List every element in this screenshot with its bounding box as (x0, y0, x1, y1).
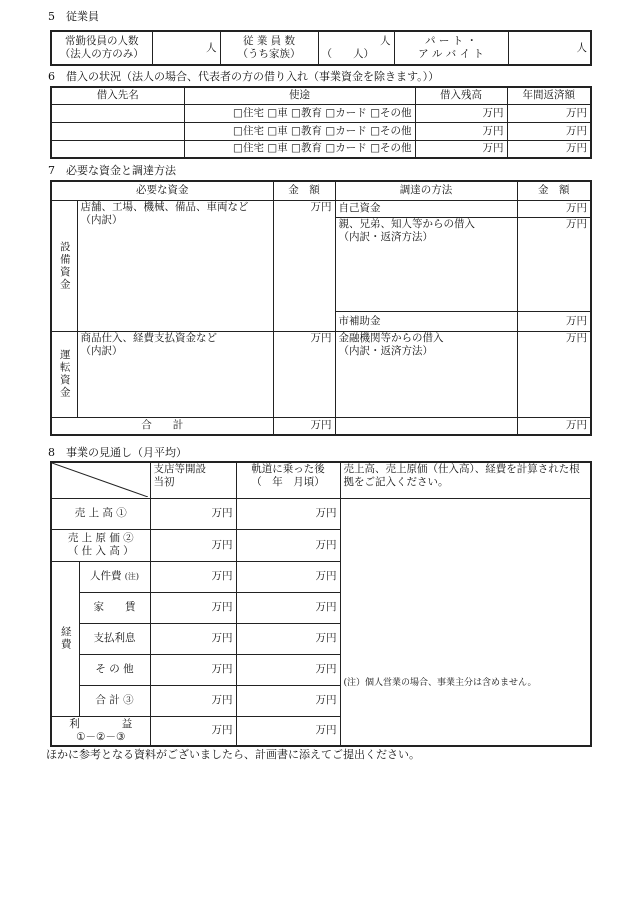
bank-loan-field[interactable]: 金融機関等からの借入 （内訳・返済方法） (335, 331, 517, 417)
borrow-row (51, 122, 591, 140)
expenses-label: 経費 (51, 561, 79, 716)
employees-table (50, 30, 592, 66)
subtotal-opening-field[interactable]: 万円 (150, 685, 236, 716)
lender-field[interactable] (51, 104, 184, 122)
other-opening-field[interactable]: 万円 (150, 654, 236, 685)
method-total-amount[interactable]: 万円 (517, 417, 591, 435)
personnel-stable-field[interactable]: 万円 (236, 561, 340, 592)
other-stable-field[interactable]: 万円 (236, 654, 340, 685)
cost-opening-field[interactable]: 万円 (150, 529, 236, 561)
section5-heading: 5 従業員 (48, 10, 99, 23)
funds-header-amount: 金 額 (273, 181, 335, 200)
officer-count-field[interactable]: 人 (152, 31, 220, 65)
rent-opening-field[interactable]: 万円 (150, 592, 236, 623)
rent-stable-field[interactable]: 万円 (236, 592, 340, 623)
funds-header-need: 必要な資金 (51, 181, 273, 200)
employee-count-field[interactable]: 人 （ 人） (318, 31, 394, 65)
equipment-funds-label: 設備資金 (51, 200, 77, 331)
operating-amount-field[interactable]: 万円 (273, 331, 335, 417)
borrow-header-lender: 借入先名 (51, 87, 184, 104)
outlook-corner (51, 462, 150, 498)
interest-stable-field[interactable]: 万円 (236, 623, 340, 654)
borrowing-table (50, 86, 592, 159)
operating-funds-label: 運転資金 (51, 331, 77, 417)
balance-field[interactable]: 万円 (415, 122, 507, 140)
family-loan-amount[interactable]: 万円 (517, 217, 591, 311)
outlook-header-opening: 支店等開設 当初 (150, 462, 236, 498)
sales-opening-field[interactable]: 万円 (150, 498, 236, 529)
borrow-header-balance: 借入残高 (415, 87, 507, 104)
footer-note: ほかに参考となる資料がございましたら、計画書に添えてご提出ください。 (46, 748, 420, 761)
profit-label: 利 益 ①－②－③ (51, 716, 150, 746)
borrow-header-purpose: 使途 (184, 87, 415, 104)
balance-field[interactable]: 万円 (415, 140, 507, 158)
borrow-row (51, 140, 591, 158)
profit-opening-field[interactable]: 万円 (150, 716, 236, 746)
interest-label: 支払利息 (79, 623, 150, 654)
outlook-table (50, 461, 592, 747)
method-total-blank (335, 417, 517, 435)
basis-field[interactable] (340, 498, 591, 746)
personnel-label: 人件費 (注) (79, 561, 150, 592)
interest-opening-field[interactable]: 万円 (150, 623, 236, 654)
funds-header-method: 調達の方法 (335, 181, 517, 200)
outlook-header-basis: 売上高、売上原価（仕入高）、経費を計算された根拠をご記入ください。 (340, 462, 591, 498)
annual-repayment-field[interactable]: 万円 (507, 104, 591, 122)
operating-funds-field[interactable]: 商品仕入、経費支払資金など （内訳） (77, 331, 273, 417)
cost-stable-field[interactable]: 万円 (236, 529, 340, 561)
section6-heading: 6 借入の状況（法人の場合、代表者の方の借り入れ（事業資金を除きます。）） (48, 70, 440, 83)
balance-field[interactable]: 万円 (415, 104, 507, 122)
annual-repayment-field[interactable]: 万円 (507, 140, 591, 158)
funds-header-method-amount: 金 額 (517, 181, 591, 200)
borrow-header-annual: 年間返済額 (507, 87, 591, 104)
purpose-checkboxes[interactable]: □住宅 □車 □教育 □カード □その他 (184, 104, 415, 122)
rent-label: 家 賃 (79, 592, 150, 623)
purpose-checkboxes[interactable]: □住宅 □車 □教育 □カード □その他 (184, 140, 415, 158)
own-funds-label: 自己資金 (335, 200, 517, 217)
officer-label: 常勤役員の人数 （法人の方のみ） (51, 31, 152, 65)
basis-note: (注）個人営業の場合、事業主分は含めません。 (343, 677, 537, 688)
profit-stable-field[interactable]: 万円 (236, 716, 340, 746)
cost-label: 売 上 原 価 ② （ 仕 入 高 ） (51, 529, 150, 561)
lender-field[interactable] (51, 140, 184, 158)
diagonal-line (52, 463, 148, 497)
personnel-opening-field[interactable]: 万円 (150, 561, 236, 592)
equipment-funds-field[interactable]: 店舗、工場、機械、備品、車両など （内訳） (77, 200, 273, 331)
family-loan-field[interactable]: 親、兄弟、知人等からの借入 （内訳・返済方法） (335, 217, 517, 311)
subsidy-label: 市補助金 (335, 311, 517, 331)
subsidy-amount[interactable]: 万円 (517, 311, 591, 331)
funds-total-amount[interactable]: 万円 (273, 417, 335, 435)
employee-label: 従 業 員 数 （うち家族） (220, 31, 318, 65)
subtotal-stable-field[interactable]: 万円 (236, 685, 340, 716)
purpose-checkboxes[interactable]: □住宅 □車 □教育 □カード □その他 (184, 122, 415, 140)
sales-label: 売 上 高 ① (51, 498, 150, 529)
annual-repayment-field[interactable]: 万円 (507, 122, 591, 140)
outlook-header-stable: 軌道に乗った後 （ 年 月頃） (236, 462, 340, 498)
bank-loan-amount[interactable]: 万円 (517, 331, 591, 417)
equipment-amount-field[interactable]: 万円 (273, 200, 335, 331)
own-funds-amount[interactable]: 万円 (517, 200, 591, 217)
expenses-subtotal-label: 合 計 ③ (79, 685, 150, 716)
other-label: そ の 他 (79, 654, 150, 685)
borrow-row (51, 104, 591, 122)
funds-table (50, 180, 592, 436)
part-time-label: パ ー ト ・ ア ル バ イ ト (394, 31, 508, 65)
lender-field[interactable] (51, 122, 184, 140)
section8-heading: 8 事業の見通し（月平均） (48, 446, 187, 459)
funds-total-label: 合 計 (51, 417, 273, 435)
section7-heading: 7 必要な資金と調達方法 (48, 164, 176, 177)
part-time-count-field[interactable]: 人 (508, 31, 591, 65)
sales-stable-field[interactable]: 万円 (236, 498, 340, 529)
